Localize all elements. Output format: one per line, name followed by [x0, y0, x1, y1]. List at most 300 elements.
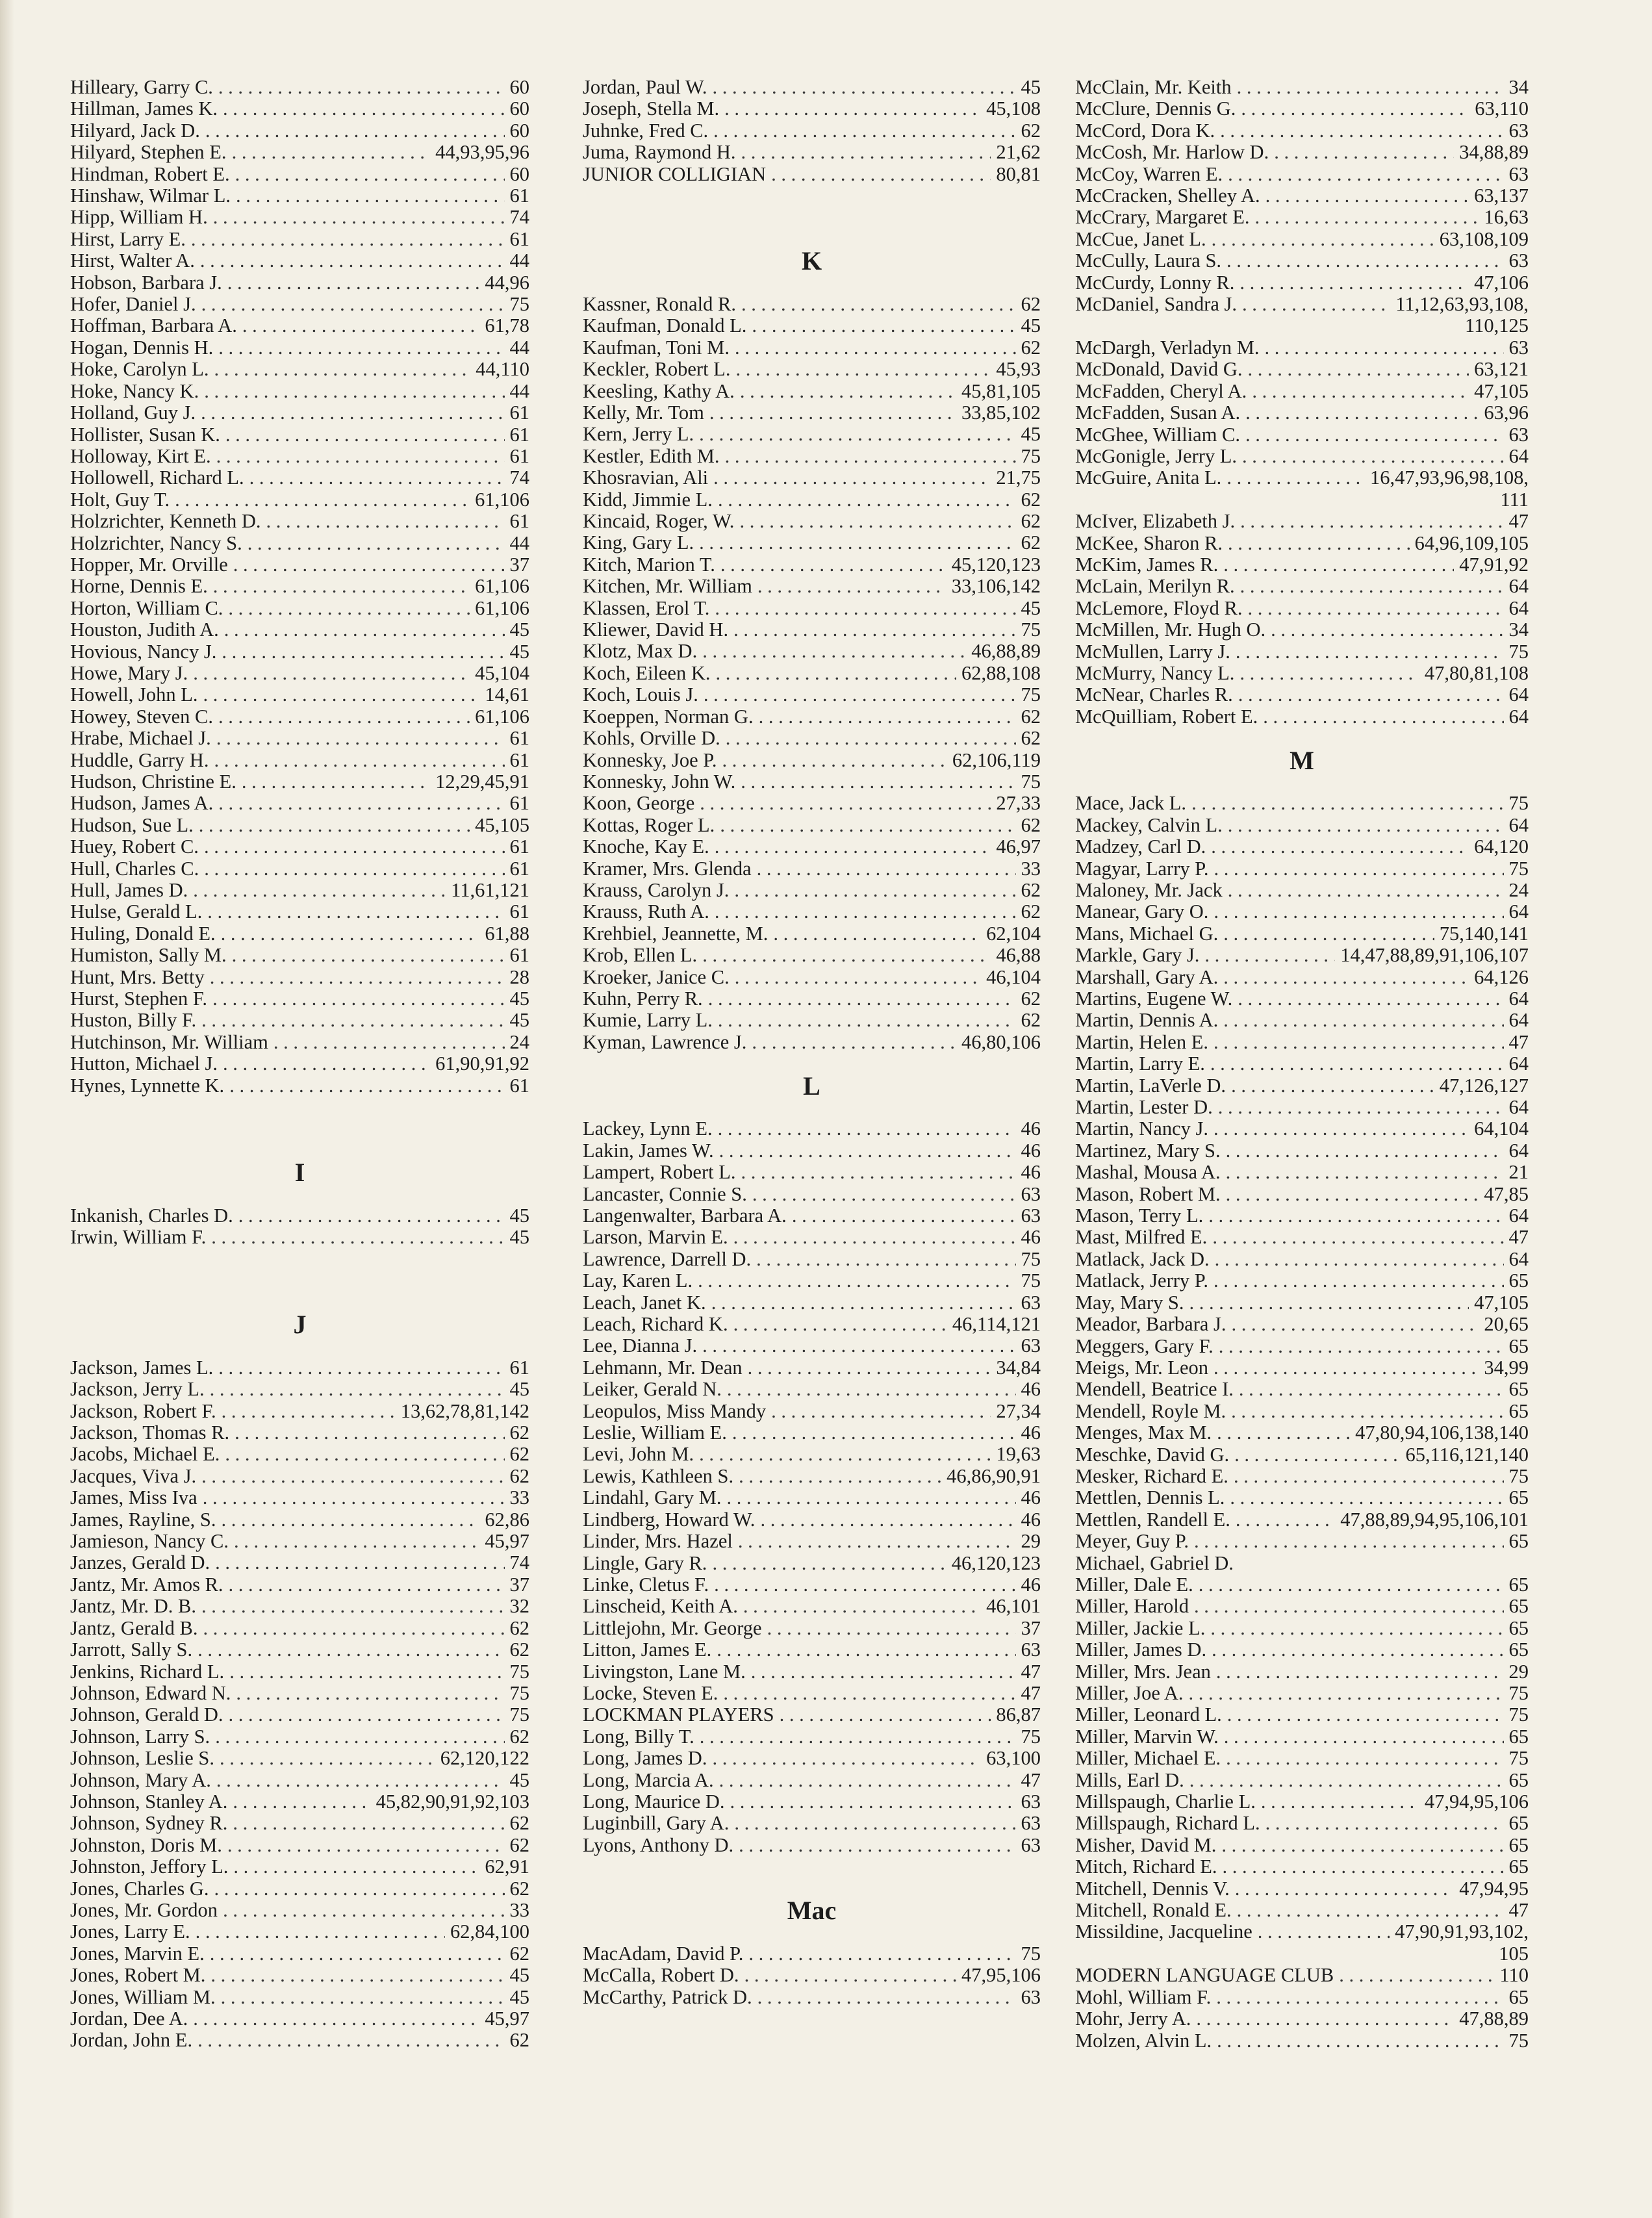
- entry-name: Littlejohn, Mr. George: [583, 1616, 762, 1639]
- index-entry: [70, 272, 529, 294]
- index-entry: [583, 1140, 1041, 1162]
- entry-name: Juhnke, Fred C.: [583, 119, 709, 142]
- index-entry: [1075, 1813, 1529, 1834]
- index-entry: [583, 1726, 1041, 1748]
- index-entry: [1075, 142, 1529, 163]
- entry-pages: 45,120,123: [951, 553, 1041, 576]
- index-entry: [583, 1466, 1041, 1487]
- entry-pages: 61: [509, 748, 529, 771]
- dot-leader: [1240, 576, 1504, 597]
- entry-pages: 11,61,121: [451, 879, 529, 902]
- index-entry: [583, 1335, 1041, 1357]
- index-entry: [583, 359, 1041, 380]
- entry-name: Long, Marcia A.: [583, 1768, 714, 1791]
- entry-name: Mast, Milfred E.: [1075, 1226, 1208, 1249]
- index-entry: [70, 120, 529, 142]
- index-entry: [583, 576, 1041, 597]
- index-entry: [1075, 1487, 1529, 1509]
- index-entry: [70, 489, 529, 511]
- entry-pages: 34,84: [996, 1356, 1041, 1379]
- entry-pages: 62: [509, 1443, 529, 1466]
- index-entry: [70, 750, 529, 771]
- entry-pages: 75: [509, 1681, 529, 1704]
- entry-pages: 47: [1021, 1768, 1041, 1791]
- index-entry: [583, 945, 1041, 966]
- entry-name: Hurst, Stephen F.: [70, 988, 208, 1010]
- entry-name: Kroeker, Janice C.: [583, 965, 730, 988]
- entry-pages: 21,62: [996, 141, 1041, 164]
- entry-pages: 34: [1508, 618, 1529, 641]
- entry-pages: 47,80,94,106,138,140: [1355, 1421, 1529, 1444]
- dot-leader: [1194, 1596, 1504, 1617]
- index-entry: [583, 923, 1041, 945]
- dot-leader: [700, 1726, 1016, 1748]
- dot-leader: [751, 1661, 1016, 1683]
- entry-name: King, Gary L.: [583, 531, 694, 554]
- entry-pages: 47,91,92: [1459, 553, 1529, 576]
- dot-leader: [204, 381, 504, 402]
- entry-pages: 46,120,123: [951, 1551, 1041, 1574]
- index-entry: [1075, 337, 1529, 359]
- index-entry: [583, 901, 1041, 923]
- dot-leader: [726, 728, 1016, 749]
- dot-leader: [1211, 836, 1469, 858]
- dot-leader: [232, 142, 431, 163]
- index-entry: [1075, 1314, 1529, 1335]
- entry-pages: 63: [1508, 423, 1529, 446]
- entry-name: Martins, Eugene W.: [1075, 988, 1233, 1010]
- entry-name: Madzey, Carl D.: [1075, 835, 1206, 858]
- index-entry: [583, 294, 1041, 315]
- index-entry: [70, 1487, 529, 1509]
- entry-name: McDaniel, Sandra J.: [1075, 293, 1238, 316]
- entry-name: Kumie, Larry L.: [583, 1009, 713, 1032]
- index-entry: [583, 728, 1041, 749]
- entry-pages: 61: [509, 835, 529, 858]
- index-entry: [1075, 1531, 1529, 1552]
- entry-name: Koch, Eileen K.: [583, 661, 711, 684]
- dot-leader: [1223, 554, 1454, 576]
- entry-name: Inkanish, Charles D.: [70, 1205, 233, 1227]
- entry-pages: 61,106: [475, 488, 529, 511]
- entry-name: Lay, Karen L.: [583, 1269, 693, 1292]
- entry-name: Mettlen, Randell E.: [1075, 1508, 1230, 1531]
- index-entry: [1075, 619, 1529, 641]
- entry-name: Kitch, Marion T.: [583, 553, 715, 576]
- dot-leader: [223, 98, 504, 120]
- dot-leader: [1236, 1509, 1335, 1531]
- entry-name: Kaufman, Toni M.: [583, 336, 730, 359]
- entry-name: Kuhn, Perry R.: [583, 987, 703, 1010]
- index-entry: [1075, 1184, 1529, 1205]
- entry-pages: 62,86: [485, 1508, 529, 1531]
- entry-pages: 63: [1021, 1638, 1041, 1661]
- entry-name: Molzen, Alvin L.: [1075, 2029, 1212, 2052]
- dot-leader: [1226, 1184, 1479, 1205]
- entry-pages: 61,106: [475, 575, 529, 598]
- index-entry: [583, 1683, 1041, 1704]
- dot-leader: [213, 207, 505, 228]
- entry-pages: 45: [509, 1009, 529, 1032]
- entry-pages: 63,100: [986, 1747, 1041, 1770]
- entry-pages: 61: [509, 727, 529, 750]
- index-entry: [70, 1900, 529, 1921]
- index-entry: [70, 815, 529, 836]
- index-entry: [583, 1531, 1041, 1552]
- dot-leader: [1236, 641, 1504, 663]
- dot-leader: [216, 1770, 505, 1791]
- entry-name: Millspaugh, Charlie L.: [1075, 1791, 1256, 1813]
- entry-pages: 64: [1508, 444, 1529, 467]
- dot-leader: [1339, 1965, 1494, 1986]
- entry-pages: 74: [509, 1551, 529, 1574]
- entry-pages: 63,108,109: [1439, 227, 1529, 250]
- entry-pages: 47,80,81,108: [1424, 661, 1529, 684]
- index-entry: [583, 1422, 1041, 1444]
- entry-name: McGonigle, Jerry L.: [1075, 444, 1238, 467]
- entry-pages: 63: [1508, 249, 1529, 272]
- entry-name: Locke, Steven E.: [583, 1681, 718, 1704]
- entry-pages: 60: [509, 76, 529, 98]
- dot-leader: [735, 359, 991, 380]
- entry-name: Johnson, Edward N.: [70, 1681, 231, 1704]
- index-entry: [70, 1010, 529, 1031]
- entry-pages: 46: [1021, 1486, 1041, 1509]
- section-letter-heading: J: [293, 1310, 307, 1340]
- index-entry: [583, 1184, 1041, 1205]
- entry-pages-continued: 110,125: [1465, 314, 1529, 337]
- dot-leader: [752, 1032, 956, 1053]
- dot-leader: [741, 142, 991, 163]
- entry-pages: 45: [1021, 596, 1041, 619]
- index-entry: [583, 880, 1041, 901]
- entry-pages: 34: [1508, 76, 1529, 98]
- entry-pages: 63: [1021, 1985, 1041, 2008]
- entry-name: Johnson, Leslie S.: [70, 1747, 214, 1770]
- entry-name: Kelly, Mr. Tom: [583, 402, 704, 424]
- entry-pages: 62: [1021, 531, 1041, 554]
- index-entry: [583, 1639, 1041, 1661]
- index-entry: [1075, 1748, 1529, 1769]
- dot-leader: [733, 1314, 947, 1335]
- dot-leader: [719, 1770, 1016, 1791]
- entry-pages: 45,108: [986, 97, 1041, 120]
- dot-leader: [1263, 706, 1503, 728]
- entry-name: Jones, William M.: [70, 1985, 216, 2008]
- dot-leader: [699, 532, 1015, 554]
- index-entry: [583, 1596, 1041, 1617]
- entry-name: Lackey, Lynn E.: [583, 1117, 713, 1140]
- entry-pages: 75,140,141: [1439, 922, 1529, 945]
- entry-name: Mitchell, Ronald E.: [1075, 1899, 1232, 1922]
- entry-name: Holt, Guy T.: [70, 488, 170, 511]
- entry-name: Jordan, Paul W.: [583, 76, 707, 98]
- dot-leader: [1226, 250, 1503, 272]
- entry-pages: 45: [509, 1226, 529, 1249]
- entry-pages: 62: [1021, 727, 1041, 750]
- entry-pages: 44,96: [485, 271, 529, 294]
- entry-pages: 44: [509, 249, 529, 272]
- index-entry: [583, 1205, 1041, 1227]
- dot-leader: [771, 1401, 991, 1422]
- index-entry: [583, 1661, 1041, 1683]
- entry-pages: 45: [509, 1964, 529, 1987]
- entry-pages: 65: [1508, 1399, 1529, 1422]
- index-entry: [1075, 424, 1529, 446]
- entry-name: Lyons, Anthony D.: [583, 1833, 734, 1856]
- index-entry: [1075, 1422, 1529, 1444]
- index-entry: [1075, 1118, 1529, 1140]
- dot-leader: [739, 511, 1015, 532]
- index-entry: [583, 1770, 1041, 1791]
- entry-pages: 62,104: [986, 922, 1041, 945]
- entry-pages: 46,104: [986, 965, 1041, 988]
- entry-pages: 47: [1508, 1899, 1529, 1922]
- index-entry: [70, 1205, 529, 1227]
- dot-leader: [1189, 1770, 1504, 1791]
- index-entry: [70, 424, 529, 446]
- entry-pages: 19,63: [996, 1443, 1041, 1466]
- entry-pages: 29: [1508, 1660, 1529, 1683]
- entry-name: McCue, Janet L.: [1075, 227, 1206, 250]
- index-entry: [70, 1683, 529, 1704]
- index-entry: [70, 1401, 529, 1422]
- index-entry: [70, 728, 529, 749]
- entry-name: Jordan, John E.: [70, 2029, 193, 2052]
- index-entry: [1075, 1053, 1529, 1075]
- dot-leader: [222, 641, 504, 663]
- entry-pages: 46: [1021, 1117, 1041, 1140]
- index-entry: [583, 641, 1041, 662]
- dot-leader: [223, 1053, 430, 1075]
- entry-pages: 75: [1021, 444, 1041, 467]
- entry-name: James, Miss Iva: [70, 1486, 197, 1509]
- entry-name: Johnson, Sydney R.: [70, 1812, 228, 1835]
- entry-name: Johnston, Doris M.: [70, 1833, 222, 1856]
- section-letter-heading: L: [803, 1071, 820, 1101]
- index-entry: [583, 793, 1041, 814]
- index-entry: [1075, 446, 1529, 467]
- dot-leader: [234, 1531, 479, 1552]
- index-entry: [1075, 1683, 1529, 1704]
- index-entry: [1075, 1075, 1529, 1097]
- dot-leader: [1245, 424, 1503, 446]
- entry-name: Luginbill, Gary A.: [583, 1812, 730, 1835]
- entry-pages: 65: [1508, 1638, 1529, 1661]
- section-letter-heading: K: [801, 246, 822, 276]
- dot-leader: [1220, 120, 1503, 142]
- entry-pages: 61: [509, 402, 529, 424]
- index-entry: [1075, 706, 1529, 728]
- dot-leader: [213, 576, 470, 597]
- index-entry: [70, 1813, 529, 1834]
- dot-leader: [1214, 858, 1503, 880]
- index-entry: [1075, 815, 1529, 836]
- entry-pages: 64,104: [1474, 1117, 1529, 1140]
- index-entry: [583, 663, 1041, 684]
- index-entry: [1075, 1704, 1529, 1726]
- dot-leader: [744, 1965, 956, 1986]
- index-entry: [583, 1509, 1041, 1531]
- entry-pages: 75: [1508, 640, 1529, 663]
- entry-pages: 45: [509, 1985, 529, 2008]
- entry-name: Joseph, Stella M.: [583, 97, 720, 120]
- dot-leader: [718, 489, 1016, 511]
- entry-name: McGuire, Anita L.: [1075, 466, 1222, 489]
- entry-name: Krehbiel, Jeannette, M.: [583, 922, 769, 945]
- dot-leader: [229, 1574, 505, 1596]
- index-entry: [1075, 1770, 1529, 1791]
- entry-name: Holland, Guy J.: [70, 402, 196, 424]
- dot-leader: [1226, 467, 1365, 489]
- index-entry: [583, 1401, 1041, 1422]
- entry-pages: 44: [509, 336, 529, 359]
- entry-pages: 62: [509, 1877, 529, 1900]
- entry-pages: 47: [1508, 1226, 1529, 1249]
- dot-leader: [1242, 294, 1390, 315]
- dot-leader: [218, 77, 505, 98]
- entry-pages: 45: [1021, 76, 1041, 98]
- entry-pages: 63: [1508, 119, 1529, 142]
- entry-name: Mason, Robert M.: [1075, 1182, 1221, 1205]
- dot-leader: [741, 294, 1016, 315]
- entry-name: Kliewer, David H.: [583, 618, 729, 641]
- index-entry: [583, 1162, 1041, 1183]
- index-entry: [1075, 381, 1529, 402]
- index-entry: [70, 771, 529, 793]
- entry-name: Livingston, Lane M.: [583, 1660, 746, 1683]
- entry-name: McCalla, Robert D.: [583, 1964, 739, 1987]
- dot-leader: [1248, 359, 1469, 380]
- dot-leader: [211, 1227, 504, 1248]
- dot-leader: [1226, 1162, 1504, 1183]
- index-entry: [583, 1227, 1041, 1248]
- entry-name: Martin, LaVerle D.: [1075, 1074, 1226, 1097]
- index-entry: [70, 641, 529, 663]
- dot-leader: [752, 1184, 1016, 1205]
- dot-leader: [719, 1140, 1016, 1162]
- entry-name: Hollister, Susan K.: [70, 423, 220, 446]
- index-entry: [583, 1704, 1041, 1726]
- entry-name: Hutchinson, Mr. William: [70, 1030, 268, 1053]
- entry-name: May, Mary S.: [1075, 1291, 1184, 1314]
- index-entry: [583, 1553, 1041, 1574]
- index-entry: [583, 424, 1041, 445]
- entry-pages: 44,93,95,96: [435, 141, 529, 164]
- index-entry: [1075, 1357, 1529, 1379]
- dot-leader: [1239, 1379, 1504, 1400]
- entry-pages: 46,86,90,91: [947, 1464, 1041, 1487]
- entry-name: Hudson, James A.: [70, 792, 214, 815]
- entry-name: Jones, Mr. Gordon: [70, 1898, 218, 1921]
- entry-pages: 62,84,100: [450, 1920, 529, 1943]
- entry-pages: 47,94,95: [1459, 1877, 1529, 1900]
- entry-name: Hipp, William H.: [70, 206, 208, 229]
- entry-name: Leslie, William E.: [583, 1421, 727, 1444]
- index-entry: [583, 98, 1041, 120]
- index-entry: [1075, 1509, 1529, 1531]
- entry-name: McIver, Elizabeth J.: [1075, 510, 1236, 533]
- dot-leader: [702, 945, 991, 966]
- index-entry: [583, 598, 1041, 619]
- dot-leader: [1189, 1683, 1504, 1704]
- entry-name: Hrabe, Michael J.: [70, 727, 211, 750]
- dot-leader: [1239, 663, 1419, 684]
- entry-name: Konnesky, Joe P.: [583, 748, 717, 771]
- index-entry: [1075, 1553, 1529, 1574]
- entry-name: Hilyard, Stephen E.: [70, 141, 227, 164]
- index-entry: [583, 1270, 1041, 1292]
- entry-name: Holzrichter, Kenneth D.: [70, 510, 261, 533]
- index-entry: [1075, 1444, 1529, 1466]
- index-entry: [1075, 402, 1529, 424]
- entry-pages: 75: [509, 1660, 529, 1683]
- dot-leader: [193, 2008, 479, 2030]
- entry-name: Jackson, Robert F.: [70, 1399, 216, 1422]
- dot-leader: [712, 1748, 981, 1769]
- entry-pages: 63: [1021, 1205, 1041, 1227]
- dot-leader: [242, 771, 430, 793]
- entry-pages: 46: [1021, 1226, 1041, 1249]
- entry-name: JUNIOR COLLIGIAN: [583, 162, 767, 185]
- dot-leader: [242, 315, 479, 337]
- entry-name: McCoy, Warren E.: [1075, 162, 1223, 185]
- dot-leader: [1239, 272, 1469, 294]
- entry-name: Mitch, Richard E.: [1075, 1855, 1217, 1878]
- entry-name: Hudson, Christine E.: [70, 771, 236, 793]
- dot-leader: [210, 1943, 505, 1965]
- dot-leader: [767, 1618, 1016, 1639]
- index-entry: [70, 359, 529, 380]
- dot-leader: [792, 1205, 1016, 1227]
- entry-name: Mackey, Calvin L.: [1075, 813, 1223, 836]
- dot-leader: [1231, 1401, 1503, 1422]
- dot-leader: [224, 619, 505, 641]
- index-entry: [1075, 1661, 1529, 1683]
- entry-name: Jordan, Dee A.: [70, 2008, 188, 2030]
- dot-leader: [1231, 1075, 1434, 1097]
- index-entry: [70, 1053, 529, 1075]
- dot-leader: [735, 337, 1015, 359]
- index-entry: [70, 1032, 529, 1053]
- dot-leader: [1245, 402, 1479, 424]
- entry-pages: 46,97: [996, 835, 1041, 858]
- dot-leader: [771, 164, 991, 185]
- index-entry: [70, 511, 529, 532]
- index-entry: [70, 1704, 529, 1726]
- dot-leader: [238, 1205, 505, 1227]
- index-entry: [70, 1943, 529, 1965]
- index-entry: [583, 337, 1041, 359]
- entry-pages: 47,105: [1474, 1291, 1529, 1314]
- entry-pages: 37: [509, 1573, 529, 1596]
- dot-leader: [733, 619, 1015, 641]
- entry-name: Keckler, Robert L.: [583, 358, 731, 381]
- entry-name: Misher, David M.: [1075, 1833, 1217, 1856]
- index-entry: [70, 836, 529, 858]
- entry-name: Hinshaw, Wilmar L.: [70, 185, 231, 207]
- entry-pages: 14,61: [485, 683, 529, 706]
- dot-leader: [712, 1553, 946, 1574]
- dot-leader: [711, 1292, 1016, 1314]
- dot-leader: [1230, 1487, 1503, 1509]
- dot-leader: [225, 1444, 504, 1465]
- index-entry: [1075, 533, 1529, 554]
- entry-pages: 65: [1508, 1768, 1529, 1791]
- entry-name: Klassen, Erol T.: [583, 596, 710, 619]
- dot-leader: [201, 1596, 504, 1617]
- entry-pages: 62: [1021, 813, 1041, 836]
